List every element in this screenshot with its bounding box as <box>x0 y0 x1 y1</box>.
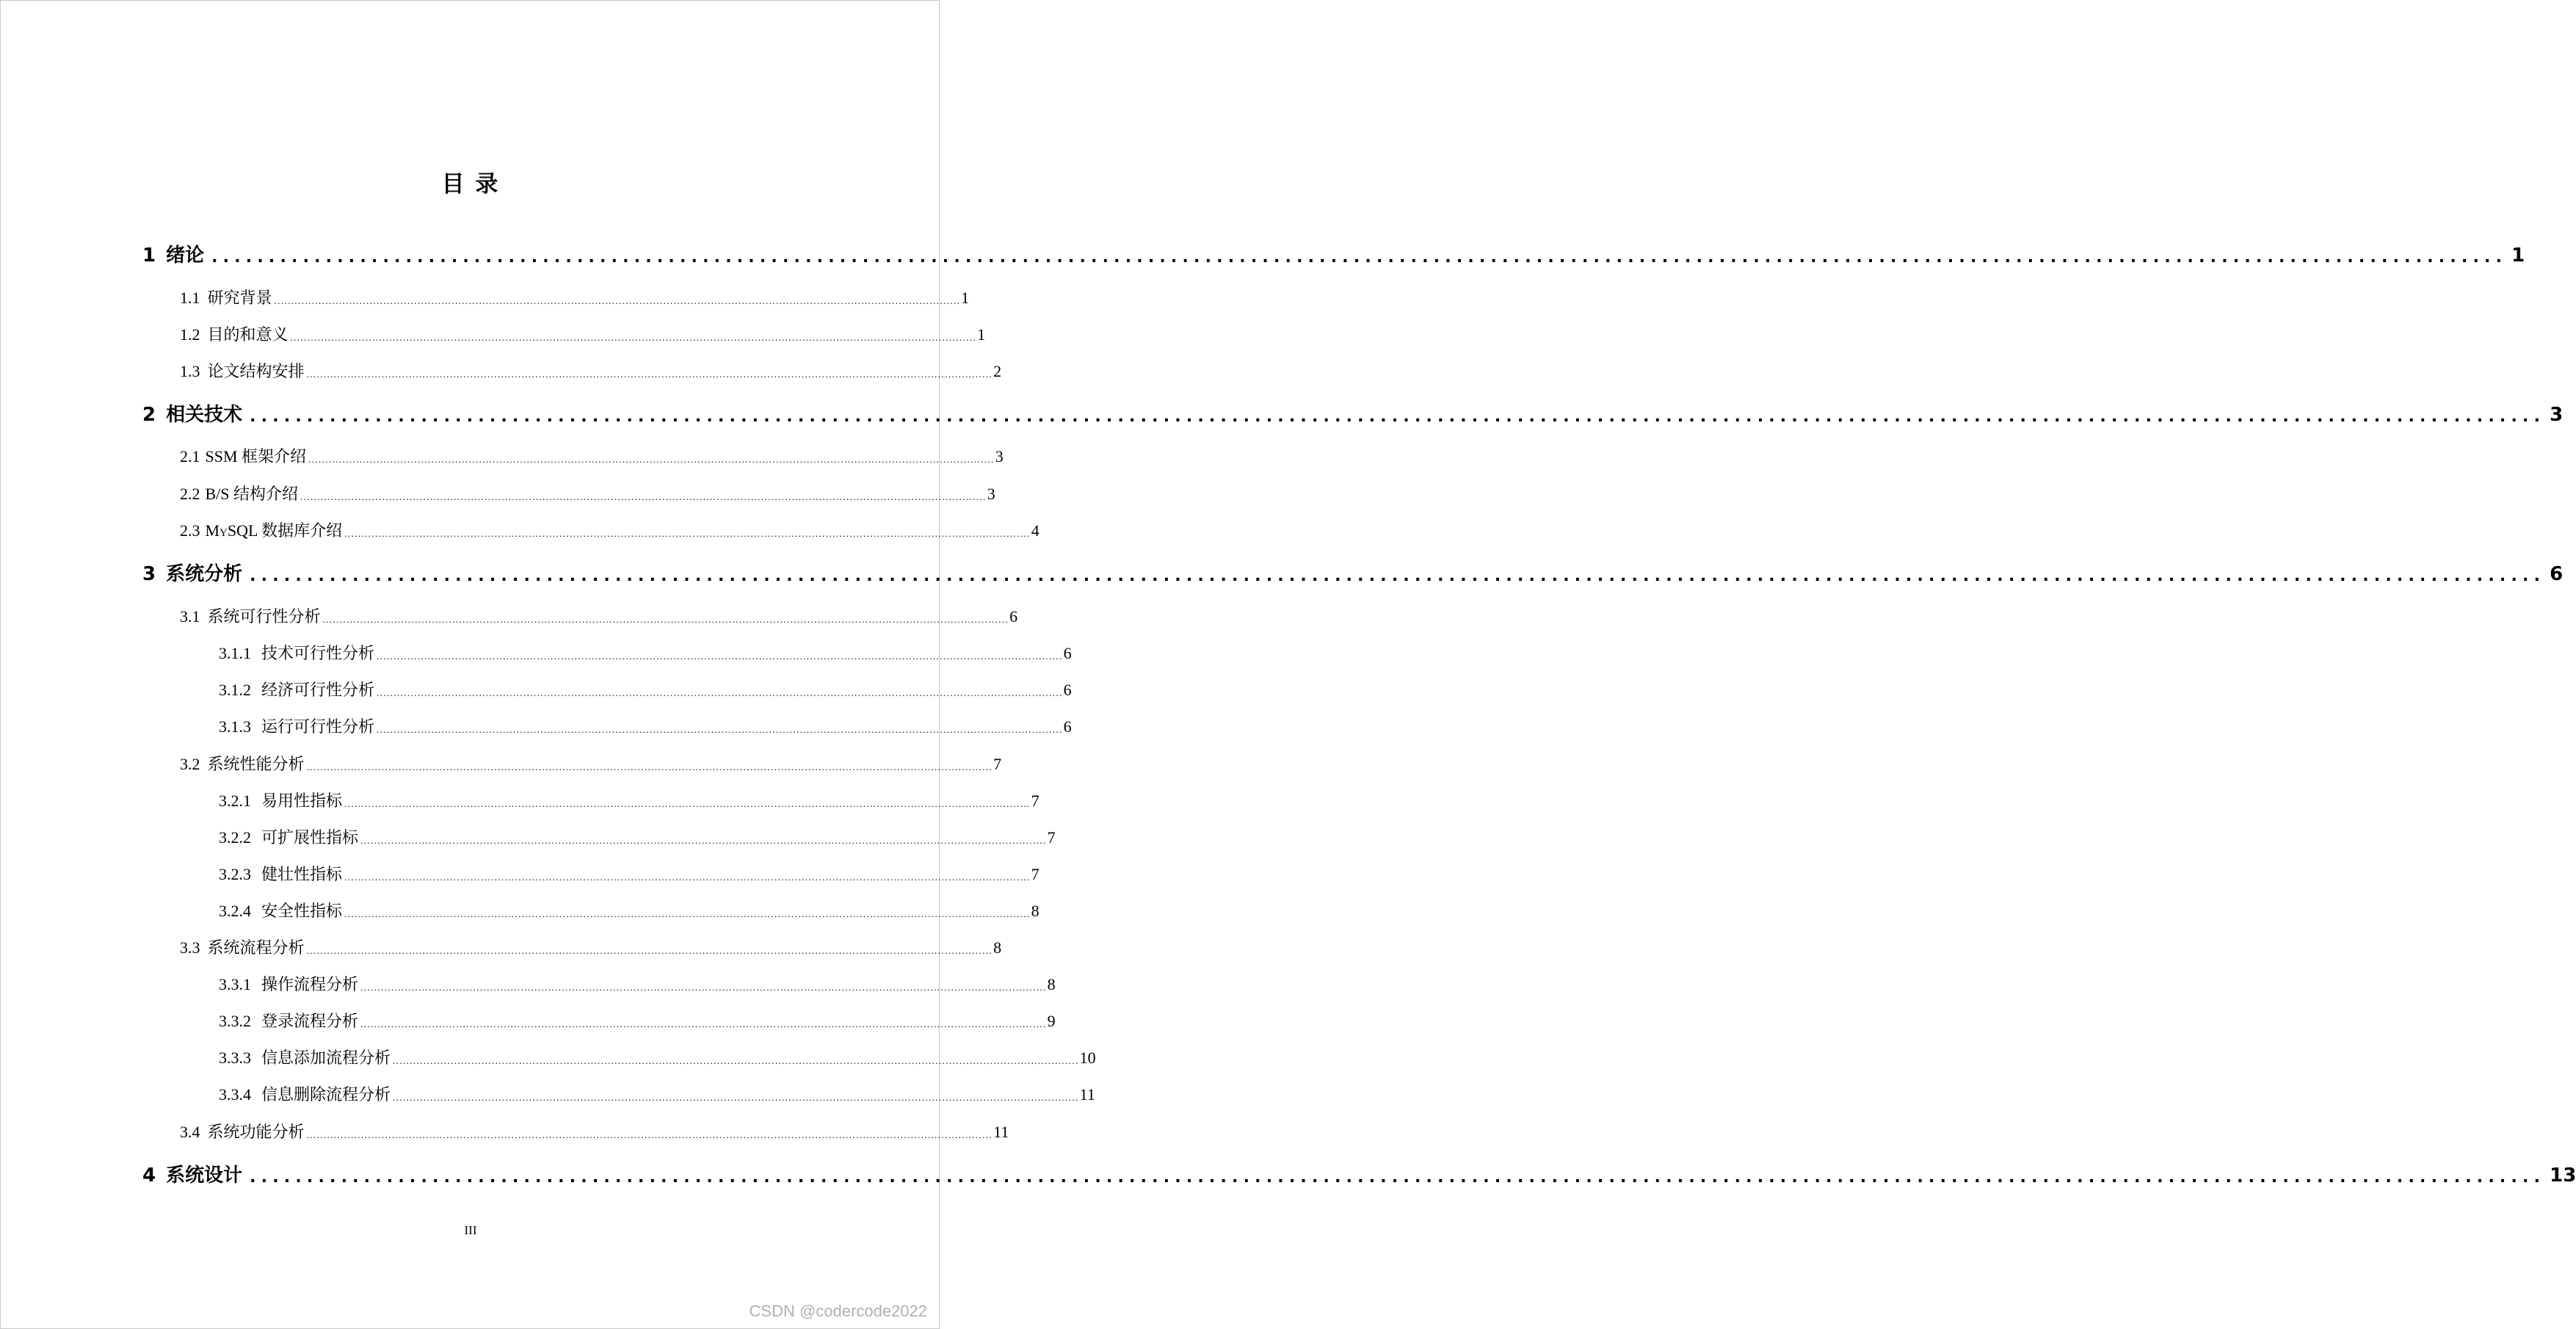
dot-leader: ......................................................................................................................................................................................................... <box>306 1129 993 1140</box>
toc-entry-3-4[interactable] <box>180 1121 1009 1143</box>
entry-page: 6 <box>1063 681 1072 699</box>
entry-page: 8 <box>1047 975 1056 993</box>
toc-entry-3-3-1[interactable] <box>219 974 1056 996</box>
entry-number: 4 <box>142 1165 156 1187</box>
entry-title: 绪论 <box>166 245 205 267</box>
toc-entry-3-2-4[interactable] <box>219 900 1040 922</box>
entry-number: 3.3.1 <box>219 975 251 993</box>
entry-page: 3 <box>987 485 995 503</box>
entry-title: 易用性指标 <box>261 792 343 810</box>
entry-page: 7 <box>1047 828 1056 847</box>
entry-number: 3.2.2 <box>219 828 251 847</box>
toc-entry-3-3-3[interactable] <box>219 1047 1096 1069</box>
toc-entry-1-1[interactable] <box>180 287 970 309</box>
entry-number: 2 <box>142 404 156 426</box>
entry-number: 3.4 <box>180 1123 200 1141</box>
entry-title: SSM 框架介绍 <box>205 447 307 466</box>
toc-entry-3-1-3[interactable] <box>219 716 1072 738</box>
entry-title: 运行可行性分析 <box>261 717 375 736</box>
toc-entry-2-1[interactable] <box>180 446 1004 468</box>
dot-leader: ......................................................................................................................................................................................................... <box>344 798 1031 809</box>
dot-leader: ......................................................................................................................................................................................................... <box>344 528 1031 539</box>
entry-title: B/S 结构介绍 <box>205 485 299 503</box>
toc-title: 目 录 <box>441 171 500 198</box>
entry-page: 9 <box>1047 1012 1056 1030</box>
entry-title: 健壮性指标 <box>261 865 343 883</box>
entry-title: 信息删除流程分析 <box>261 1085 391 1104</box>
dot-leader: ......................................................................................................................................................................................................... <box>360 982 1047 993</box>
toc-entry-chapter-4[interactable] <box>142 1162 2576 1189</box>
entry-page: 8 <box>1031 902 1040 920</box>
toc-entry-3-2-3[interactable] <box>219 863 1040 886</box>
dot-leader: ......................................................................................................................................................................................................... <box>300 491 987 502</box>
dot-leader: ......................................................................................................................................................................................................... <box>306 945 993 956</box>
entry-number: 1 <box>142 245 156 267</box>
dot-leader: ......................................................................................................................................................................................................... <box>322 614 1009 625</box>
entry-title: 系统性能分析 <box>207 755 305 773</box>
entry-title: 登录流程分析 <box>261 1012 359 1030</box>
entry-title: 安全性指标 <box>261 902 343 920</box>
entry-number: 3.3.3 <box>219 1049 251 1067</box>
toc-entry-chapter-2[interactable] <box>142 402 2564 428</box>
entry-number: 1.3 <box>180 362 200 380</box>
dot-leader: ......................................................................................................................................................................................................... <box>393 1092 1079 1103</box>
entry-number: 2.2 <box>180 485 200 503</box>
entry-page: 6 <box>1009 607 1018 626</box>
entry-number: 3.2.3 <box>219 865 251 883</box>
entry-page: 7 <box>993 755 1002 773</box>
toc-entry-2-2[interactable] <box>180 483 995 505</box>
dot-leader: ......................................................................................................................................................................................................... <box>250 1168 2546 1187</box>
dot-leader: ......................................................................................................................................................................................................... <box>306 369 993 380</box>
entry-title: 系统流程分析 <box>207 938 305 957</box>
entry-page: 11 <box>993 1123 1009 1141</box>
entry-page: 6 <box>1063 717 1072 736</box>
entry-page: 7 <box>1031 865 1040 883</box>
entry-number: 3 <box>142 563 156 585</box>
entry-number: 3.3 <box>180 938 200 957</box>
entry-page: 3 <box>2550 404 2564 426</box>
page-number: III <box>464 1223 477 1237</box>
entry-title: 信息添加流程分析 <box>261 1049 391 1067</box>
dot-leader: ......................................................................................................................................................................................................... <box>290 332 977 343</box>
entry-number: 3.3.2 <box>219 1012 251 1030</box>
entry-number: 3.2.1 <box>219 792 251 810</box>
entry-title: 目的和意义 <box>207 325 289 344</box>
entry-page: 13 <box>2550 1165 2576 1187</box>
dot-leader: ......................................................................................................................................................................................................... <box>306 761 993 772</box>
entry-page: 11 <box>1079 1085 1095 1104</box>
dot-leader: ......................................................................................................................................................................................................... <box>211 248 2508 267</box>
entry-page: 1 <box>977 325 986 344</box>
entry-page: 3 <box>995 447 1004 466</box>
toc-entry-chapter-1[interactable] <box>142 242 2525 269</box>
entry-page: 10 <box>1079 1049 1096 1067</box>
dot-leader: ......................................................................................................................................................................................................... <box>308 454 995 465</box>
toc-entry-3-1[interactable] <box>180 606 1018 628</box>
entry-number: 3.1.2 <box>219 681 251 699</box>
entry-page: 6 <box>2550 563 2564 585</box>
entry-number: 1.1 <box>180 289 200 307</box>
entry-number: 3.2 <box>180 755 200 773</box>
entry-page: 4 <box>1031 521 1040 540</box>
entry-title: 系统功能分析 <box>207 1123 305 1141</box>
dot-leader: ......................................................................................................................................................................................................... <box>360 1018 1047 1029</box>
entry-title: 论文结构安排 <box>207 362 305 380</box>
entry-title: 系统分析 <box>166 563 243 585</box>
entry-title: 相关技术 <box>166 404 243 426</box>
dot-leader: ......................................................................................................................................................................................................... <box>377 687 1063 698</box>
toc-entry-3-3-4[interactable] <box>219 1084 1095 1106</box>
entry-number: 3.1 <box>180 607 200 626</box>
toc-entry-3-1-2[interactable] <box>219 679 1072 701</box>
entry-title: 系统设计 <box>166 1165 243 1187</box>
entry-title: 系统可行性分析 <box>207 607 321 626</box>
toc-entry-chapter-3[interactable] <box>142 561 2564 587</box>
dot-leader: ......................................................................................................................................................................................................... <box>377 651 1063 662</box>
toc-entry-1-3[interactable] <box>180 361 1002 383</box>
dot-leader: ......................................................................................................................................................................................................... <box>344 908 1031 919</box>
entry-number: 1.2 <box>180 325 200 344</box>
entry-number: 3.3.4 <box>219 1085 251 1104</box>
entry-title: 经济可行性分析 <box>261 681 375 699</box>
toc-entry-3-2-1[interactable] <box>219 790 1040 812</box>
dot-leader: ......................................................................................................................................................................................................... <box>274 295 961 306</box>
entry-number: 2.1 <box>180 447 200 466</box>
toc-entry-1-2[interactable] <box>180 324 986 346</box>
entry-number: 2.3 <box>180 521 200 540</box>
entry-page: 8 <box>993 938 1002 957</box>
entry-title: 技术可行性分析 <box>261 644 375 662</box>
toc-entry-3-1-1[interactable] <box>219 642 1072 664</box>
entry-page: 1 <box>961 289 970 307</box>
entry-number: 3.1.3 <box>219 717 251 736</box>
toc-entry-3-2-2[interactable] <box>219 827 1056 849</box>
toc-entry-3-3-2[interactable] <box>219 1010 1056 1032</box>
entry-number: 3.2.4 <box>219 902 251 920</box>
watermark: CSDN @codercode2022 <box>749 1302 927 1320</box>
toc-entry-3-2[interactable] <box>180 753 1002 775</box>
dot-leader: ......................................................................................................................................................................................................... <box>250 408 2546 426</box>
entry-title: 研究背景 <box>207 289 272 307</box>
toc-entry-2-3[interactable] <box>180 520 1040 542</box>
entry-page: 1 <box>2511 245 2525 267</box>
entry-number: 3.1.1 <box>219 644 251 662</box>
entry-page: 7 <box>1031 792 1040 810</box>
entry-title: MySQL 数据库介绍 <box>205 521 343 540</box>
entry-title: 操作流程分析 <box>261 975 359 993</box>
dot-leader: ......................................................................................................................................................................................................... <box>250 567 2546 585</box>
dot-leader: ......................................................................................................................................................................................................... <box>360 835 1047 846</box>
entry-title: 可扩展性指标 <box>261 828 359 847</box>
dot-leader: ......................................................................................................................................................................................................... <box>393 1055 1079 1066</box>
dot-leader: ......................................................................................................................................................................................................... <box>377 724 1063 735</box>
entry-page: 2 <box>993 362 1002 380</box>
entry-page: 6 <box>1063 644 1072 662</box>
toc-entry-3-3[interactable] <box>180 937 1002 959</box>
dot-leader: ......................................................................................................................................................................................................... <box>344 872 1031 883</box>
